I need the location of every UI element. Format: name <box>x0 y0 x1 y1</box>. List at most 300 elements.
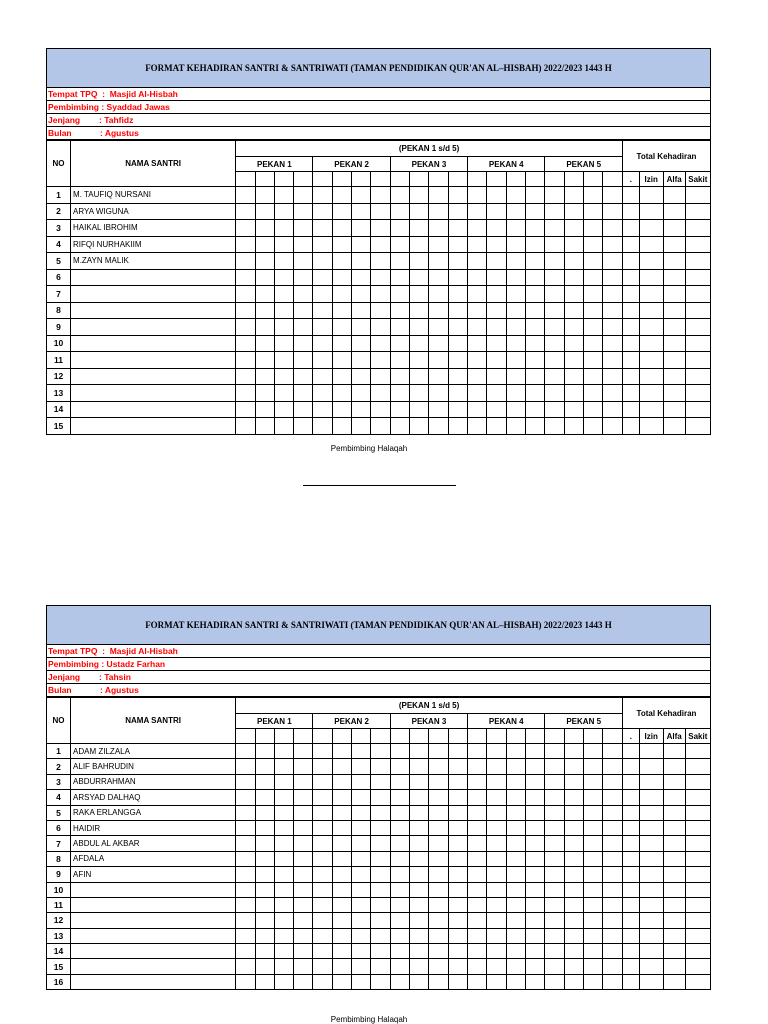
attendance-cell[interactable] <box>410 187 429 204</box>
total-cell[interactable] <box>685 269 710 286</box>
total-cell[interactable] <box>639 319 663 336</box>
attendance-cell[interactable] <box>506 897 525 912</box>
attendance-cell[interactable] <box>371 385 390 402</box>
attendance-cell[interactable] <box>487 418 506 435</box>
attendance-cell[interactable] <box>468 368 487 385</box>
total-cell[interactable] <box>639 944 663 959</box>
attendance-cell[interactable] <box>545 352 564 369</box>
attendance-cell[interactable] <box>332 944 351 959</box>
total-cell[interactable] <box>663 928 685 943</box>
attendance-cell[interactable] <box>468 836 487 851</box>
attendance-cell[interactable] <box>468 385 487 402</box>
total-cell[interactable] <box>685 335 710 352</box>
attendance-cell[interactable] <box>564 836 583 851</box>
attendance-cell[interactable] <box>506 913 525 928</box>
attendance-cell[interactable] <box>313 253 332 270</box>
attendance-cell[interactable] <box>410 220 429 237</box>
attendance-cell[interactable] <box>332 867 351 882</box>
attendance-cell[interactable] <box>313 959 332 974</box>
attendance-cell[interactable] <box>294 974 313 989</box>
total-cell[interactable] <box>639 851 663 866</box>
attendance-cell[interactable] <box>506 774 525 789</box>
attendance-cell[interactable] <box>468 187 487 204</box>
total-cell[interactable] <box>639 253 663 270</box>
attendance-cell[interactable] <box>371 759 390 774</box>
attendance-cell[interactable] <box>564 302 583 319</box>
attendance-cell[interactable] <box>390 974 409 989</box>
attendance-cell[interactable] <box>294 401 313 418</box>
attendance-cell[interactable] <box>371 820 390 835</box>
attendance-cell[interactable] <box>313 368 332 385</box>
attendance-cell[interactable] <box>487 335 506 352</box>
attendance-cell[interactable] <box>468 790 487 805</box>
attendance-cell[interactable] <box>429 897 448 912</box>
attendance-cell[interactable] <box>506 269 525 286</box>
attendance-cell[interactable] <box>274 882 293 897</box>
attendance-cell[interactable] <box>332 203 351 220</box>
attendance-cell[interactable] <box>255 253 274 270</box>
total-cell[interactable] <box>639 774 663 789</box>
attendance-cell[interactable] <box>429 944 448 959</box>
attendance-cell[interactable] <box>332 236 351 253</box>
attendance-cell[interactable] <box>487 302 506 319</box>
attendance-cell[interactable] <box>352 269 371 286</box>
attendance-cell[interactable] <box>274 203 293 220</box>
attendance-cell[interactable] <box>545 253 564 270</box>
attendance-cell[interactable] <box>390 418 409 435</box>
attendance-cell[interactable] <box>390 203 409 220</box>
attendance-cell[interactable] <box>294 269 313 286</box>
total-cell[interactable] <box>622 368 639 385</box>
total-cell[interactable] <box>685 820 710 835</box>
attendance-cell[interactable] <box>526 974 545 989</box>
total-cell[interactable] <box>622 744 639 759</box>
attendance-cell[interactable] <box>236 836 255 851</box>
total-cell[interactable] <box>685 253 710 270</box>
total-cell[interactable] <box>663 418 685 435</box>
attendance-cell[interactable] <box>390 187 409 204</box>
attendance-cell[interactable] <box>390 319 409 336</box>
attendance-cell[interactable] <box>352 944 371 959</box>
attendance-cell[interactable] <box>506 203 525 220</box>
attendance-cell[interactable] <box>410 820 429 835</box>
total-cell[interactable] <box>622 897 639 912</box>
attendance-cell[interactable] <box>448 928 467 943</box>
attendance-cell[interactable] <box>584 790 603 805</box>
attendance-cell[interactable] <box>526 220 545 237</box>
attendance-cell[interactable] <box>526 203 545 220</box>
attendance-cell[interactable] <box>410 836 429 851</box>
attendance-cell[interactable] <box>390 836 409 851</box>
attendance-cell[interactable] <box>487 236 506 253</box>
attendance-cell[interactable] <box>545 944 564 959</box>
total-cell[interactable] <box>685 851 710 866</box>
attendance-cell[interactable] <box>313 302 332 319</box>
attendance-cell[interactable] <box>603 236 623 253</box>
attendance-cell[interactable] <box>545 418 564 435</box>
attendance-cell[interactable] <box>545 790 564 805</box>
attendance-cell[interactable] <box>545 319 564 336</box>
attendance-cell[interactable] <box>313 220 332 237</box>
attendance-cell[interactable] <box>429 319 448 336</box>
attendance-cell[interactable] <box>313 335 332 352</box>
total-cell[interactable] <box>639 928 663 943</box>
attendance-cell[interactable] <box>255 851 274 866</box>
attendance-cell[interactable] <box>255 236 274 253</box>
attendance-cell[interactable] <box>429 836 448 851</box>
attendance-cell[interactable] <box>603 913 623 928</box>
attendance-cell[interactable] <box>410 352 429 369</box>
attendance-cell[interactable] <box>526 867 545 882</box>
attendance-cell[interactable] <box>526 774 545 789</box>
attendance-cell[interactable] <box>448 253 467 270</box>
attendance-cell[interactable] <box>584 352 603 369</box>
attendance-cell[interactable] <box>332 759 351 774</box>
attendance-cell[interactable] <box>584 897 603 912</box>
attendance-cell[interactable] <box>352 759 371 774</box>
attendance-cell[interactable] <box>332 851 351 866</box>
attendance-cell[interactable] <box>294 851 313 866</box>
attendance-cell[interactable] <box>584 882 603 897</box>
attendance-cell[interactable] <box>603 368 623 385</box>
attendance-cell[interactable] <box>448 418 467 435</box>
attendance-cell[interactable] <box>603 836 623 851</box>
attendance-cell[interactable] <box>236 203 255 220</box>
total-cell[interactable] <box>685 882 710 897</box>
attendance-cell[interactable] <box>313 401 332 418</box>
attendance-cell[interactable] <box>255 928 274 943</box>
attendance-cell[interactable] <box>313 418 332 435</box>
attendance-cell[interactable] <box>255 959 274 974</box>
attendance-cell[interactable] <box>487 744 506 759</box>
attendance-cell[interactable] <box>371 401 390 418</box>
attendance-cell[interactable] <box>410 928 429 943</box>
attendance-cell[interactable] <box>564 944 583 959</box>
attendance-cell[interactable] <box>429 759 448 774</box>
attendance-cell[interactable] <box>429 913 448 928</box>
attendance-cell[interactable] <box>429 352 448 369</box>
total-cell[interactable] <box>685 944 710 959</box>
attendance-cell[interactable] <box>255 774 274 789</box>
attendance-cell[interactable] <box>448 836 467 851</box>
attendance-cell[interactable] <box>526 897 545 912</box>
total-cell[interactable] <box>685 401 710 418</box>
attendance-cell[interactable] <box>506 335 525 352</box>
attendance-cell[interactable] <box>313 836 332 851</box>
attendance-cell[interactable] <box>255 302 274 319</box>
attendance-cell[interactable] <box>236 790 255 805</box>
attendance-cell[interactable] <box>584 385 603 402</box>
attendance-cell[interactable] <box>468 236 487 253</box>
attendance-cell[interactable] <box>564 759 583 774</box>
attendance-cell[interactable] <box>332 418 351 435</box>
attendance-cell[interactable] <box>313 759 332 774</box>
total-cell[interactable] <box>639 744 663 759</box>
attendance-cell[interactable] <box>255 913 274 928</box>
attendance-cell[interactable] <box>255 867 274 882</box>
attendance-cell[interactable] <box>390 302 409 319</box>
total-cell[interactable] <box>639 236 663 253</box>
attendance-cell[interactable] <box>294 805 313 820</box>
attendance-cell[interactable] <box>371 974 390 989</box>
attendance-cell[interactable] <box>545 385 564 402</box>
attendance-cell[interactable] <box>410 418 429 435</box>
total-cell[interactable] <box>685 203 710 220</box>
attendance-cell[interactable] <box>390 944 409 959</box>
attendance-cell[interactable] <box>603 774 623 789</box>
attendance-cell[interactable] <box>274 759 293 774</box>
attendance-cell[interactable] <box>410 774 429 789</box>
attendance-cell[interactable] <box>487 319 506 336</box>
attendance-cell[interactable] <box>390 774 409 789</box>
attendance-cell[interactable] <box>603 759 623 774</box>
attendance-cell[interactable] <box>332 368 351 385</box>
attendance-cell[interactable] <box>526 928 545 943</box>
total-cell[interactable] <box>639 959 663 974</box>
attendance-cell[interactable] <box>603 253 623 270</box>
attendance-cell[interactable] <box>545 236 564 253</box>
total-cell[interactable] <box>685 759 710 774</box>
attendance-cell[interactable] <box>255 401 274 418</box>
attendance-cell[interactable] <box>429 882 448 897</box>
total-cell[interactable] <box>663 187 685 204</box>
attendance-cell[interactable] <box>236 774 255 789</box>
attendance-cell[interactable] <box>274 867 293 882</box>
attendance-cell[interactable] <box>255 820 274 835</box>
attendance-cell[interactable] <box>371 187 390 204</box>
attendance-cell[interactable] <box>313 286 332 303</box>
attendance-cell[interactable] <box>410 319 429 336</box>
attendance-cell[interactable] <box>410 253 429 270</box>
attendance-cell[interactable] <box>468 867 487 882</box>
attendance-cell[interactable] <box>468 805 487 820</box>
attendance-cell[interactable] <box>564 913 583 928</box>
attendance-cell[interactable] <box>352 302 371 319</box>
attendance-cell[interactable] <box>487 286 506 303</box>
attendance-cell[interactable] <box>506 286 525 303</box>
attendance-cell[interactable] <box>274 836 293 851</box>
attendance-cell[interactable] <box>371 368 390 385</box>
attendance-cell[interactable] <box>487 867 506 882</box>
attendance-cell[interactable] <box>274 790 293 805</box>
total-cell[interactable] <box>639 401 663 418</box>
attendance-cell[interactable] <box>371 805 390 820</box>
total-cell[interactable] <box>663 805 685 820</box>
attendance-cell[interactable] <box>448 805 467 820</box>
attendance-cell[interactable] <box>313 805 332 820</box>
total-cell[interactable] <box>663 352 685 369</box>
attendance-cell[interactable] <box>274 253 293 270</box>
attendance-cell[interactable] <box>274 928 293 943</box>
attendance-cell[interactable] <box>429 418 448 435</box>
attendance-cell[interactable] <box>410 401 429 418</box>
total-cell[interactable] <box>622 220 639 237</box>
total-cell[interactable] <box>639 759 663 774</box>
attendance-cell[interactable] <box>332 974 351 989</box>
attendance-cell[interactable] <box>390 253 409 270</box>
attendance-cell[interactable] <box>545 302 564 319</box>
attendance-cell[interactable] <box>294 253 313 270</box>
attendance-cell[interactable] <box>390 882 409 897</box>
attendance-cell[interactable] <box>255 744 274 759</box>
attendance-cell[interactable] <box>332 928 351 943</box>
attendance-cell[interactable] <box>332 319 351 336</box>
attendance-cell[interactable] <box>294 352 313 369</box>
attendance-cell[interactable] <box>584 944 603 959</box>
total-cell[interactable] <box>639 867 663 882</box>
attendance-cell[interactable] <box>371 928 390 943</box>
attendance-cell[interactable] <box>390 790 409 805</box>
attendance-cell[interactable] <box>506 187 525 204</box>
attendance-cell[interactable] <box>410 897 429 912</box>
attendance-cell[interactable] <box>526 418 545 435</box>
attendance-cell[interactable] <box>545 897 564 912</box>
total-cell[interactable] <box>622 805 639 820</box>
attendance-cell[interactable] <box>506 220 525 237</box>
attendance-cell[interactable] <box>274 286 293 303</box>
attendance-cell[interactable] <box>468 286 487 303</box>
attendance-cell[interactable] <box>526 302 545 319</box>
attendance-cell[interactable] <box>448 269 467 286</box>
attendance-cell[interactable] <box>429 253 448 270</box>
attendance-cell[interactable] <box>236 269 255 286</box>
attendance-cell[interactable] <box>390 759 409 774</box>
attendance-cell[interactable] <box>448 913 467 928</box>
attendance-cell[interactable] <box>429 385 448 402</box>
attendance-cell[interactable] <box>487 385 506 402</box>
attendance-cell[interactable] <box>294 790 313 805</box>
attendance-cell[interactable] <box>506 944 525 959</box>
attendance-cell[interactable] <box>352 220 371 237</box>
total-cell[interactable] <box>663 944 685 959</box>
attendance-cell[interactable] <box>506 790 525 805</box>
attendance-cell[interactable] <box>603 302 623 319</box>
attendance-cell[interactable] <box>487 368 506 385</box>
total-cell[interactable] <box>622 790 639 805</box>
attendance-cell[interactable] <box>468 820 487 835</box>
attendance-cell[interactable] <box>468 774 487 789</box>
attendance-cell[interactable] <box>468 319 487 336</box>
attendance-cell[interactable] <box>564 774 583 789</box>
total-cell[interactable] <box>622 352 639 369</box>
attendance-cell[interactable] <box>274 401 293 418</box>
total-cell[interactable] <box>622 882 639 897</box>
attendance-cell[interactable] <box>274 897 293 912</box>
total-cell[interactable] <box>622 959 639 974</box>
attendance-cell[interactable] <box>584 203 603 220</box>
attendance-cell[interactable] <box>448 959 467 974</box>
attendance-cell[interactable] <box>332 220 351 237</box>
attendance-cell[interactable] <box>448 790 467 805</box>
attendance-cell[interactable] <box>487 928 506 943</box>
attendance-cell[interactable] <box>526 851 545 866</box>
attendance-cell[interactable] <box>584 744 603 759</box>
attendance-cell[interactable] <box>603 974 623 989</box>
attendance-cell[interactable] <box>294 774 313 789</box>
attendance-cell[interactable] <box>487 187 506 204</box>
attendance-cell[interactable] <box>274 774 293 789</box>
attendance-cell[interactable] <box>236 335 255 352</box>
total-cell[interactable] <box>663 913 685 928</box>
attendance-cell[interactable] <box>506 319 525 336</box>
attendance-cell[interactable] <box>468 944 487 959</box>
attendance-cell[interactable] <box>294 959 313 974</box>
attendance-cell[interactable] <box>294 335 313 352</box>
attendance-cell[interactable] <box>487 836 506 851</box>
attendance-cell[interactable] <box>603 744 623 759</box>
attendance-cell[interactable] <box>506 418 525 435</box>
total-cell[interactable] <box>639 418 663 435</box>
attendance-cell[interactable] <box>255 368 274 385</box>
attendance-cell[interactable] <box>584 286 603 303</box>
attendance-cell[interactable] <box>332 385 351 402</box>
attendance-cell[interactable] <box>371 253 390 270</box>
attendance-cell[interactable] <box>545 774 564 789</box>
attendance-cell[interactable] <box>236 974 255 989</box>
attendance-cell[interactable] <box>564 269 583 286</box>
attendance-cell[interactable] <box>352 928 371 943</box>
attendance-cell[interactable] <box>429 928 448 943</box>
attendance-cell[interactable] <box>584 220 603 237</box>
attendance-cell[interactable] <box>313 882 332 897</box>
total-cell[interactable] <box>685 805 710 820</box>
total-cell[interactable] <box>663 335 685 352</box>
attendance-cell[interactable] <box>274 944 293 959</box>
total-cell[interactable] <box>663 368 685 385</box>
attendance-cell[interactable] <box>274 269 293 286</box>
attendance-cell[interactable] <box>294 187 313 204</box>
total-cell[interactable] <box>639 385 663 402</box>
attendance-cell[interactable] <box>410 368 429 385</box>
attendance-cell[interactable] <box>564 790 583 805</box>
attendance-cell[interactable] <box>352 286 371 303</box>
attendance-cell[interactable] <box>352 418 371 435</box>
attendance-cell[interactable] <box>313 236 332 253</box>
attendance-cell[interactable] <box>526 236 545 253</box>
attendance-cell[interactable] <box>274 913 293 928</box>
attendance-cell[interactable] <box>545 286 564 303</box>
attendance-cell[interactable] <box>564 418 583 435</box>
attendance-cell[interactable] <box>603 959 623 974</box>
attendance-cell[interactable] <box>352 913 371 928</box>
total-cell[interactable] <box>663 897 685 912</box>
attendance-cell[interactable] <box>448 187 467 204</box>
attendance-cell[interactable] <box>584 418 603 435</box>
attendance-cell[interactable] <box>294 928 313 943</box>
total-cell[interactable] <box>622 302 639 319</box>
attendance-cell[interactable] <box>332 335 351 352</box>
total-cell[interactable] <box>639 368 663 385</box>
attendance-cell[interactable] <box>584 959 603 974</box>
attendance-cell[interactable] <box>352 836 371 851</box>
attendance-cell[interactable] <box>352 867 371 882</box>
total-cell[interactable] <box>622 928 639 943</box>
attendance-cell[interactable] <box>429 187 448 204</box>
attendance-cell[interactable] <box>603 944 623 959</box>
attendance-cell[interactable] <box>352 974 371 989</box>
attendance-cell[interactable] <box>429 302 448 319</box>
total-cell[interactable] <box>639 352 663 369</box>
attendance-cell[interactable] <box>468 897 487 912</box>
total-cell[interactable] <box>622 759 639 774</box>
attendance-cell[interactable] <box>332 820 351 835</box>
attendance-cell[interactable] <box>236 401 255 418</box>
attendance-cell[interactable] <box>352 774 371 789</box>
attendance-cell[interactable] <box>236 187 255 204</box>
attendance-cell[interactable] <box>487 882 506 897</box>
attendance-cell[interactable] <box>236 302 255 319</box>
attendance-cell[interactable] <box>468 335 487 352</box>
